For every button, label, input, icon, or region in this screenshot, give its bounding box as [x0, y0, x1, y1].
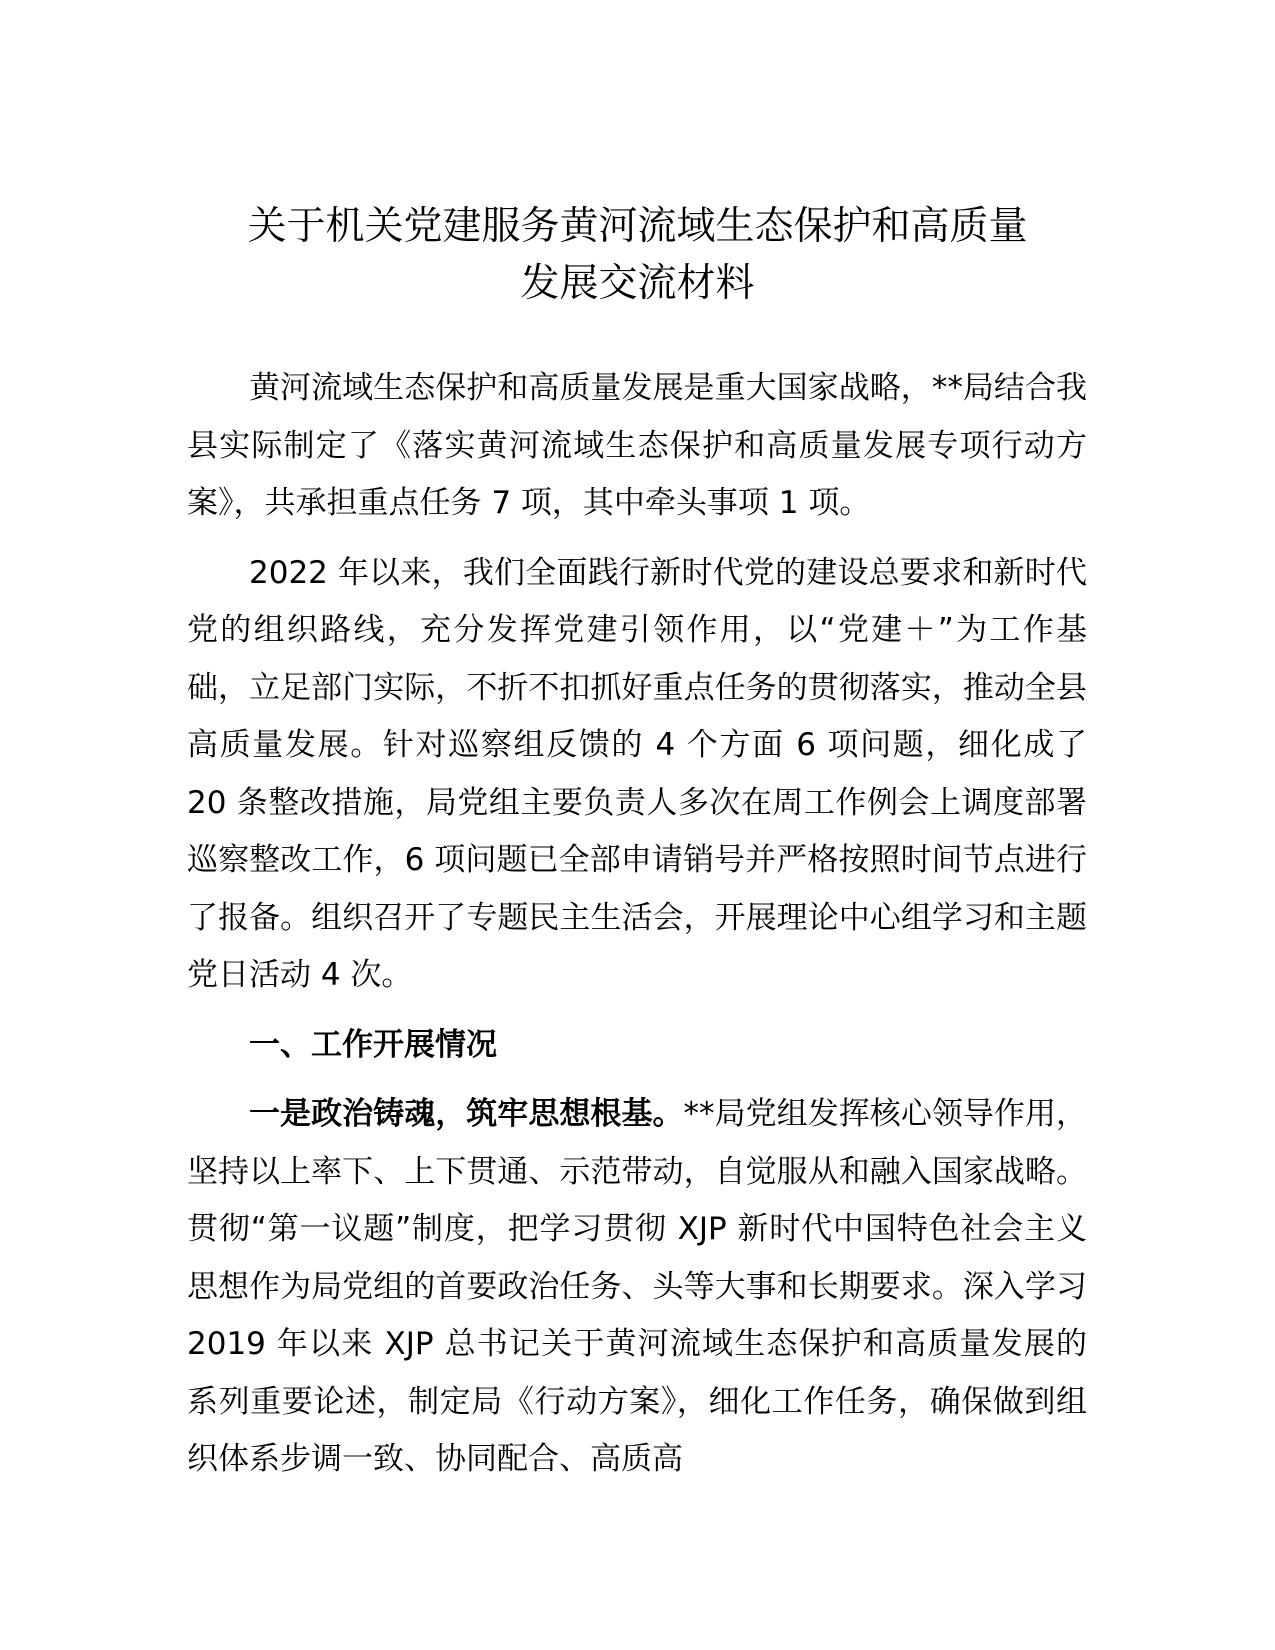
title-line-2: 发展交流材料 — [520, 261, 755, 306]
paragraph-intro: 黄河流域生态保护和高质量发展是重大国家战略，**局结合我县实际制定了《落实黄河流域生态保护和高质量发展专项行动方案》，共承担重点任务 7 项，其中牵头事项 1 项。 — [187, 370, 1087, 521]
document-body — [187, 360, 1087, 1489]
title-line-1: 关于机关党建服务黄河流域生态保护和高质量 — [247, 204, 1028, 249]
paragraph-summary: 2022 年以来，我们全面践行新时代党的建设总要求和新时代党的组织路线，充分发挥党建引领作用，以“党建＋”为工作基础，立足部门实际，不折不扣抓好重点任务的贯彻落实，推动全县高质量发展。针对巡察组反馈的 4 个方面 6 项问题，细化成了 20 条整改措施，局党组主要负责人多次在周工作例会上调度部署巡察整改工作，6 项问题已全部申请销号并严格按照时间节点进行了报备。组织召开了专题民主生活会，开展理论中心组学习和主题党日活动 4 次。 — [187, 554, 1087, 993]
section-heading: 一、工作开展情况 — [249, 1026, 497, 1063]
paragraph-lead: 一是政治铸魂，筑牢思想根基。 — [249, 1096, 684, 1132]
document-title — [150, 198, 1125, 312]
paragraph-political — [187, 1086, 1087, 1489]
paragraph-body: **局党组发挥核心领导作用，坚持以上率下、上下贯通、示范带动，自觉服从和融入国家战略。贯彻“第一议题”制度，把学习贯彻 XJP 新时代中国特色社会主义思想作为局党组的首要政治任务、头等大事和长期要求。深入学习 2019 年以来 XJP 总书记关于黄河流域生态保护和高质量发展的系列重要论述，制定局《行动方案》，细化工作任务，确保做到组织体系步调一致、协同配合、高质高 — [187, 1096, 1088, 1477]
